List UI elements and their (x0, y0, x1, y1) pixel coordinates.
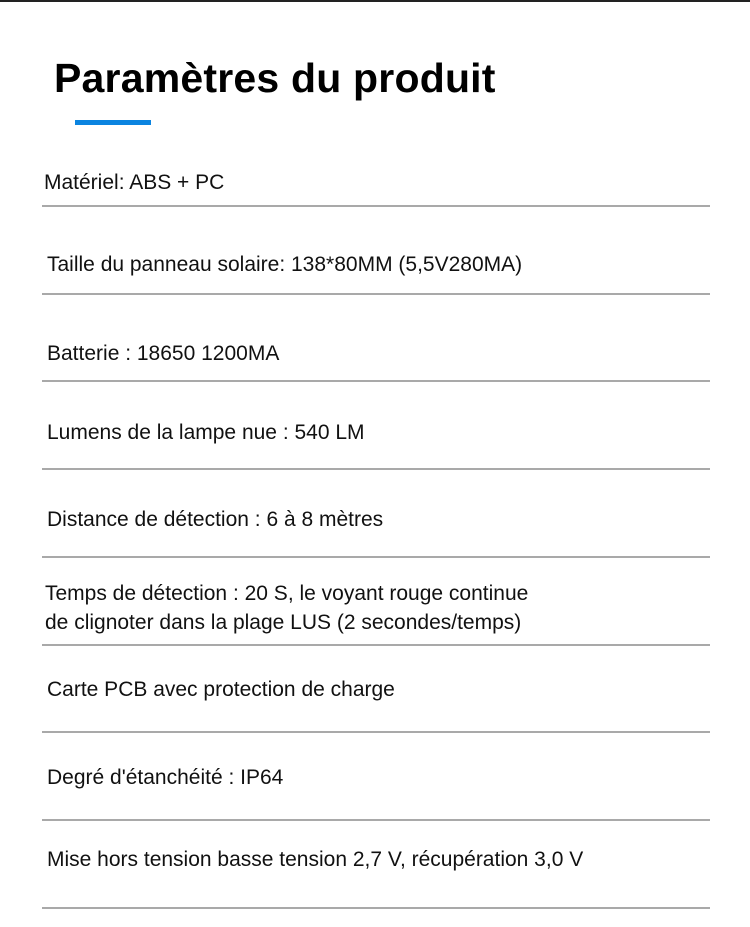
spec-lumens: Lumens de la lampe nue : 540 LM (47, 421, 365, 444)
divider (42, 468, 710, 470)
spec-detection-time-line-1: Temps de détection : 20 S, le voyant rouge continue (45, 582, 529, 605)
divider (42, 380, 710, 382)
divider (42, 819, 710, 821)
divider (42, 556, 710, 558)
divider (42, 205, 710, 207)
page-title: Paramètres du produit (54, 55, 496, 101)
top-border (0, 0, 750, 2)
divider (42, 731, 710, 733)
divider (42, 644, 710, 646)
spec-solar-panel-size: Taille du panneau solaire: 138*80MM (5,5V280MA) (47, 253, 523, 276)
spec-detection-distance: Distance de détection : 6 à 8 mètres (47, 508, 384, 531)
spec-pcb-protection: Carte PCB avec protection de charge (47, 678, 395, 701)
title-accent-bar (75, 120, 151, 125)
spec-waterproof-rating: Degré d'étanchéité : IP64 (47, 766, 284, 789)
spec-battery: Batterie : 18650 1200MA (47, 342, 280, 365)
divider (42, 293, 710, 295)
spec-material: Matériel: ABS + PC (44, 171, 225, 194)
spec-low-voltage-cutoff: Mise hors tension basse tension 2,7 V, récupération 3,0 V (47, 848, 584, 871)
spec-detection-time-line-2: de clignoter dans la plage LUS (2 secondes/temps) (45, 611, 522, 634)
divider (42, 907, 710, 909)
